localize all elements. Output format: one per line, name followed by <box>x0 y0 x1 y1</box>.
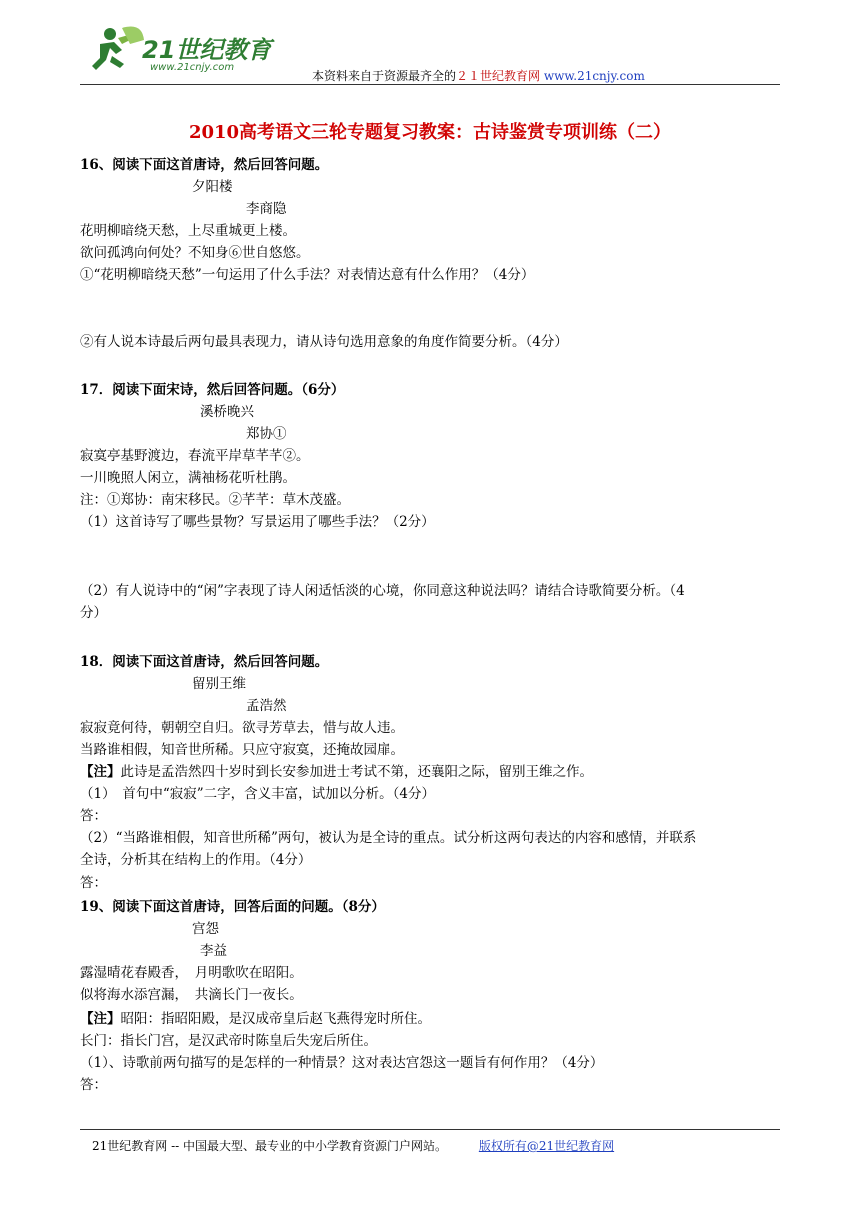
q16-author: 李商隐 <box>246 201 287 217</box>
q18-author: 孟浩然 <box>246 698 287 714</box>
header-note-prefix: 本资料来自于资源最齐全的 <box>312 69 457 83</box>
q19-note-1 <box>80 1008 431 1030</box>
q17-subquestion-2b: 分） <box>80 605 107 621</box>
q19-answer-1: 答： <box>80 1077 107 1093</box>
header-divider <box>80 84 780 85</box>
q17-subquestion-1: （1）这首诗写了哪些景物？写景运用了哪些手法？（2分） <box>80 514 435 530</box>
q18-note-label: 【注】 <box>80 764 121 780</box>
logo-url-text: www.21cnjy.com <box>150 62 235 73</box>
q16-subquestion-2: ②有人说本诗最后两句最具表现力，请从诗句选用意象的角度作简要分析。（4分） <box>80 334 568 350</box>
q19-note-text-1: 昭阳：指昭阳殿，是汉成帝皇后赵飞燕得宠时所住。 <box>120 1011 431 1027</box>
footer-copyright-link[interactable]: 版权所有@21世纪教育网 <box>478 1139 615 1153</box>
footer <box>92 1137 614 1154</box>
q18-heading: 18．阅读下面这首唐诗，然后回答问题。 <box>80 654 329 670</box>
q18-answer-1: 答： <box>80 808 107 824</box>
q19-heading: 19、阅读下面这首唐诗，回答后面的问题。（8分） <box>80 899 385 915</box>
q18-note <box>80 761 593 783</box>
q17-subquestion-2a: （2）有人说诗中的“闲”字表现了诗人闲适恬淡的心境，你同意这种说法吗？请结合诗歌简要分析。（4 <box>80 583 685 599</box>
page-title: 2010高考语文三轮专题复习教案：古诗鉴赏专项训练（二） <box>188 122 672 143</box>
q17-poem-line-2: 一川晚照人闲立，满袖杨花听杜鹃。 <box>80 470 296 486</box>
q16-poem-line-2: 欲问孤鸿向何处？不知身⑥世自悠悠。 <box>80 245 310 261</box>
q19-note-2: 长门：指长门宫，是汉武帝时陈皇后失宠后所住。 <box>80 1033 377 1049</box>
q16-heading: 16、阅读下面这首唐诗，然后回答问题。 <box>80 157 329 173</box>
q18-answer-2: 答： <box>80 875 107 891</box>
footer-text: 21世纪教育网 -- 中国最大型、最专业的中小学教育资源门户网站。 <box>92 1139 448 1153</box>
q16-poem-title: 夕阳楼 <box>192 179 233 195</box>
q18-note-text: 此诗是孟浩然四十岁时到长安参加进士考试不第，还襄阳之际，留别王维之作。 <box>120 764 593 780</box>
q17-author: 郑协① <box>246 426 287 442</box>
header-note-url[interactable]: www.21cnjy.com <box>543 69 645 83</box>
q18-subquestion-2b: 全诗，分析其在结构上的作用。（4分） <box>80 852 312 868</box>
q19-subquestion-1: （1）、诗歌前两句描写的是怎样的一种情景？这对表达宫怨这一题旨有何作用？（4分） <box>80 1055 604 1071</box>
q19-poem-line-2: 似将海水添宫漏， 共滴长门一夜长。 <box>80 987 303 1003</box>
header-note <box>312 67 645 84</box>
q18-poem-title: 留别王维 <box>192 676 246 692</box>
q17-heading: 17．阅读下面宋诗，然后回答问题。（6分） <box>80 382 345 398</box>
q17-note: 注：①郑协：南宋移民。②芊芊：草木茂盛。 <box>80 492 350 508</box>
q18-poem-line-1: 寂寂竟何待，朝朝空自归。欲寻芳草去，惜与故人违。 <box>80 720 404 736</box>
logo-text: 21世纪教育 <box>142 36 272 64</box>
q19-note-label: 【注】 <box>80 1011 121 1027</box>
q18-subquestion-2a: （2）“当路谁相假，知音世所稀”两句，被认为是全诗的重点。试分析这两句表达的内容和感情，并联系 <box>80 830 697 846</box>
q16-subquestion-1: ①“花明柳暗绕天愁”一句运用了什么手法？对表情达意有什么作用？（4分） <box>80 267 535 283</box>
q17-poem-title: 溪桥晚兴 <box>200 404 254 420</box>
q17-poem-line-1: 寂寞亭基野渡边，春流平岸草芊芊②。 <box>80 448 310 464</box>
q19-poem-line-1: 露湿晴花春殿香， 月明歌吹在昭阳。 <box>80 965 303 981</box>
footer-divider <box>80 1129 780 1130</box>
header-note-site: ２１世纪教育网 <box>456 69 541 83</box>
q16-poem-line-1: 花明柳暗绕天愁，上尽重城更上楼。 <box>80 223 296 239</box>
q18-poem-line-2: 当路谁相假，知音世所稀。只应守寂寞，还掩故园扉。 <box>80 742 404 758</box>
q19-author: 李益 <box>200 943 227 959</box>
q18-subquestion-1: （1） 首句中“寂寂”二字，含义丰富，试加以分析。（4分） <box>80 786 435 802</box>
q19-poem-title: 宫怨 <box>192 921 219 937</box>
